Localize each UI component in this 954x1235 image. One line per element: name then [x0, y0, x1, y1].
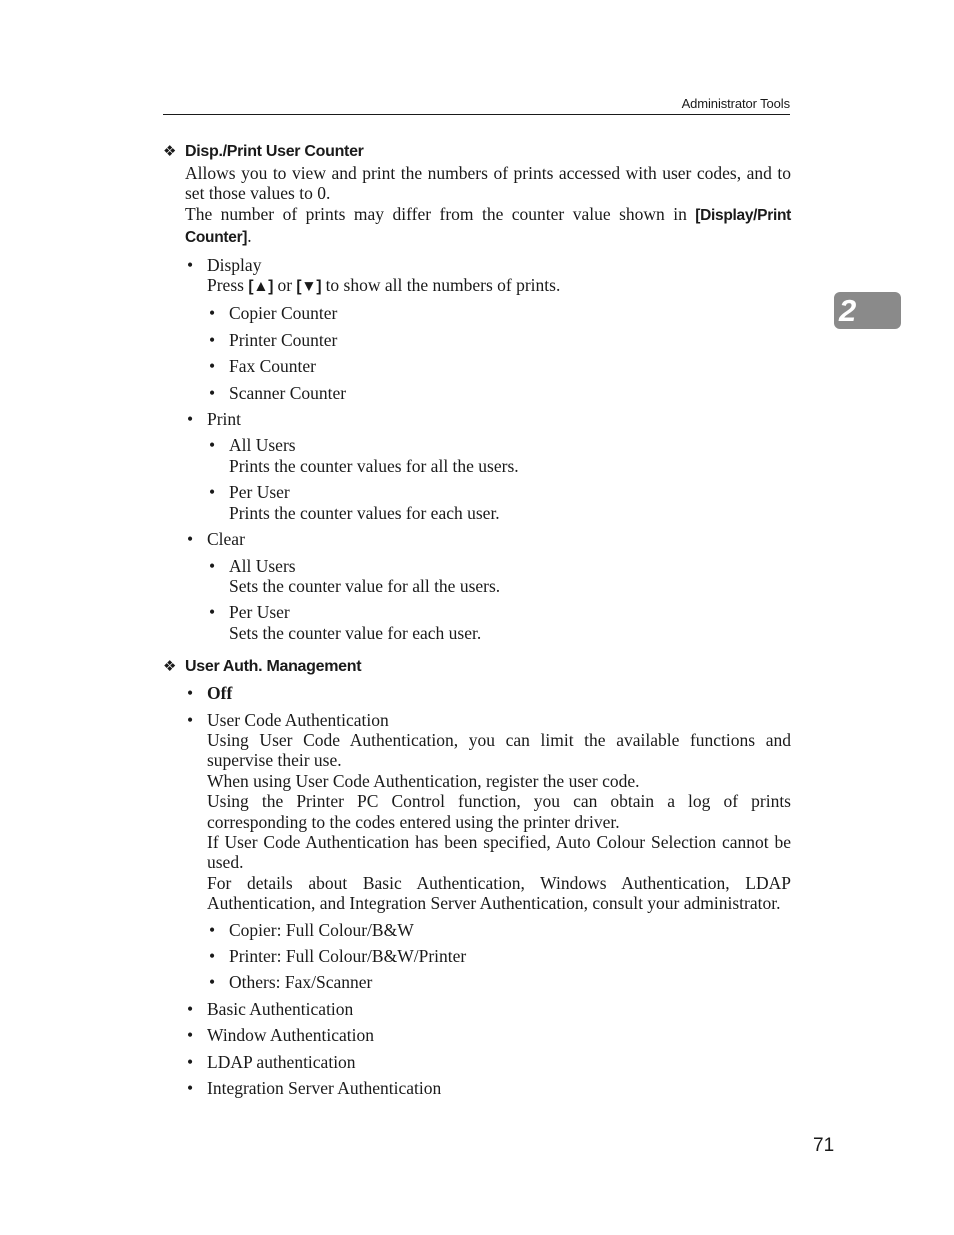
- bullet-icon: •: [209, 435, 216, 456]
- item-description: Using the Printer PC Control function, you can obtain a log of prints corresponding to the codes entered using the printer driver.: [207, 791, 791, 832]
- item-label: Others: Fax/Scanner: [229, 972, 373, 993]
- bullet-icon: •: [209, 303, 216, 324]
- list-item: [207, 920, 791, 940]
- item-description: Prints the counter values for each user.: [229, 502, 500, 523]
- item-description: When using User Code Authentication, register the user code.: [207, 770, 640, 791]
- list-item: [207, 972, 791, 992]
- item-description: [207, 275, 791, 297]
- bullet-icon: •: [187, 529, 194, 550]
- item-label: Printer Counter: [229, 329, 338, 350]
- list-item-off: [185, 683, 791, 703]
- bullet-icon: •: [187, 1051, 194, 1072]
- diamond-bullet-icon: ❖: [163, 143, 177, 160]
- list-item-display: [185, 255, 791, 403]
- item-label: LDAP authentication: [207, 1051, 356, 1072]
- item-description: Using User Code Authentication, you can limit the available functions and supervise their use.: [207, 729, 791, 771]
- bullet-icon: •: [209, 555, 216, 576]
- list-item: [207, 356, 791, 376]
- section-heading-user-auth-management: [163, 657, 791, 677]
- chapter-number: 2: [839, 293, 857, 328]
- item-label: Clear: [207, 529, 245, 550]
- note-text: The number of prints may differ from the counter value shown in: [185, 203, 696, 224]
- bullet-icon: •: [209, 329, 216, 350]
- section-note: [185, 204, 791, 249]
- chapter-tab: [834, 292, 901, 329]
- list-item-user-code-auth: [185, 710, 791, 993]
- section-title: User Auth. Management: [185, 658, 362, 676]
- bullet-icon: •: [187, 254, 194, 275]
- bullet-icon: •: [187, 998, 194, 1019]
- item-label: Fax Counter: [229, 356, 317, 377]
- bullet-icon: •: [209, 356, 216, 377]
- bullet-icon: •: [209, 972, 216, 993]
- item-label: Copier: Full Colour/B&W: [229, 919, 414, 940]
- item-label: Display: [207, 254, 262, 275]
- item-label: All Users: [229, 435, 296, 456]
- header-rule: [163, 114, 790, 115]
- list-item-print: [185, 409, 791, 523]
- list-item: [207, 556, 791, 597]
- list-item: [207, 482, 791, 523]
- item-label: Per User: [229, 482, 290, 503]
- user-code-functions-list: [207, 920, 791, 993]
- diamond-bullet-icon: ❖: [163, 658, 177, 676]
- desc-text: to show all the numbers of prints.: [321, 275, 561, 296]
- item-label: Window Authentication: [207, 1025, 374, 1046]
- desc-text: Press: [207, 275, 249, 296]
- bullet-icon: •: [209, 602, 216, 623]
- item-description: Sets the counter value for each user.: [229, 622, 482, 643]
- section-heading-disp-print-user-counter: [163, 142, 791, 162]
- bullet-icon: •: [187, 1025, 194, 1046]
- list-item: [207, 435, 791, 476]
- list-item-integration-server-auth: [185, 1078, 791, 1098]
- bullet-icon: •: [187, 409, 194, 430]
- item-label: Per User: [229, 602, 290, 623]
- item-label: Basic Authentication: [207, 998, 354, 1019]
- item-description: For details about Basic Authentication, Windows Authentication, LDAP Authentication, and Integration Server Authentication, consult your administrator.: [207, 872, 791, 914]
- ui-key-display-print-counter: [Display/Print Counter]: [185, 206, 791, 247]
- list-item: [207, 330, 791, 350]
- desc-text: or: [273, 275, 297, 296]
- item-label: User Code Authentication: [207, 709, 389, 730]
- display-counter-list: [207, 303, 791, 403]
- item-label: All Users: [229, 555, 296, 576]
- list-item: [207, 303, 791, 323]
- bullet-icon: •: [187, 1078, 194, 1099]
- list-item: [207, 602, 791, 643]
- item-description: Sets the counter value for all the users.: [229, 575, 501, 596]
- item-label: Scanner Counter: [229, 382, 347, 403]
- item-label: Printer: Full Colour/B&W/Printer: [229, 946, 467, 966]
- running-header: Administrator Tools: [681, 96, 790, 111]
- page-content: [163, 142, 791, 1098]
- item-label: Copier Counter: [229, 303, 338, 324]
- list-item-clear: [185, 529, 791, 643]
- item-label: Print: [207, 409, 242, 430]
- list-item: [207, 383, 791, 403]
- item-label: Integration Server Authentication: [207, 1078, 442, 1099]
- bullet-icon: •: [209, 482, 216, 503]
- list-item-ldap-auth: [185, 1052, 791, 1072]
- item-label-default: Off: [207, 683, 233, 704]
- section-title: Disp./Print User Counter: [185, 143, 364, 160]
- page-number: 71: [813, 1135, 835, 1156]
- section-description: Allows you to view and print the numbers of prints accessed with user codes, and to set those values to 0.: [185, 163, 791, 204]
- print-options-list: [207, 435, 791, 523]
- bullet-icon: •: [209, 946, 216, 966]
- bullet-icon: •: [209, 919, 216, 940]
- bullet-icon: •: [187, 709, 194, 730]
- ui-key-down: [▼]: [296, 278, 322, 296]
- list-item: [207, 946, 791, 966]
- item-description: If User Code Authentication has been specified, Auto Colour Selection cannot be used.: [207, 831, 791, 873]
- clear-options-list: [207, 556, 791, 644]
- item-description: Prints the counter values for all the users.: [229, 455, 519, 476]
- list-item-windows-auth: [185, 1025, 791, 1045]
- note-end: .: [247, 226, 252, 247]
- list-item-basic-auth: [185, 999, 791, 1019]
- ui-key-up: [▲]: [248, 278, 274, 296]
- bullet-icon: •: [187, 683, 194, 704]
- bullet-icon: •: [209, 382, 216, 403]
- counter-options-list: [185, 255, 791, 644]
- auth-options-list: [185, 683, 791, 1098]
